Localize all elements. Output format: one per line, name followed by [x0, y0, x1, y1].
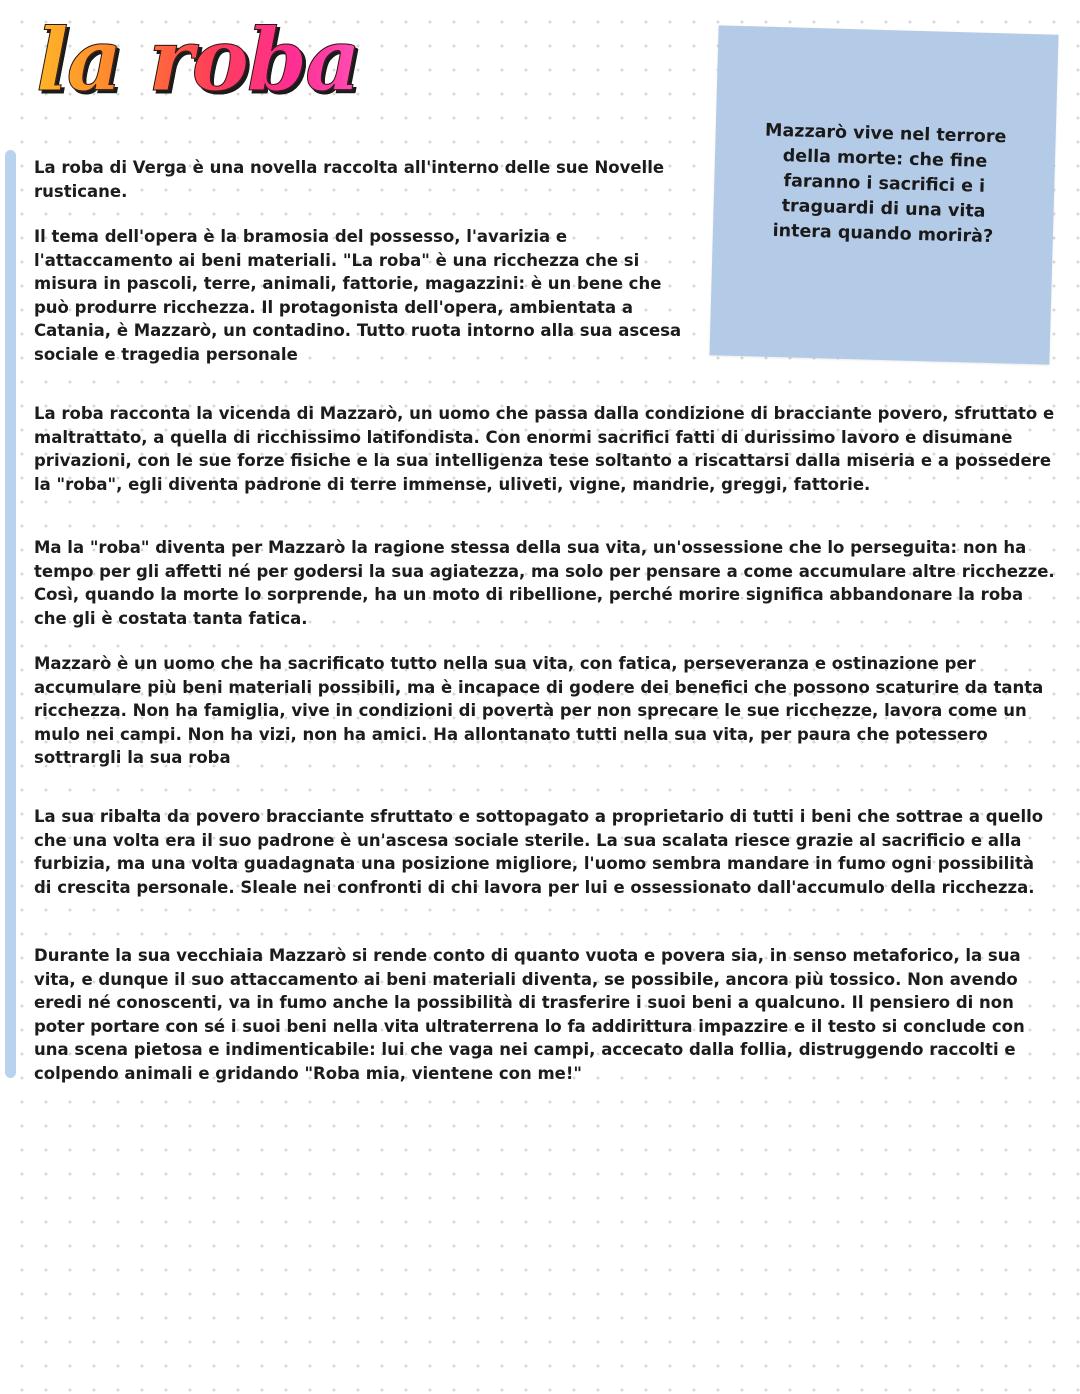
paragraph-old-age: Durante la sua vecchiaia Mazzarò si rende conto di quanto vuota e povera sia, in senso metaforico, la sua vita, e dunque il suo attaccamento ai beni materiali diventa, se possibile, ancora più tossico. Non avendo eredi né conoscenti, va in fumo anche la possibilità di trasferire i suoi beni a qualcuno. Il pensiero di non poter portare con sé i suoi beni nella vita ultraterrena lo fa addirittura impazzire e il testo si conclude con una scena pietosa e indimenticabile: lui che vaga nei campi, accecato dalla follia, distruggendo raccolti e colpendo animali e gridando "Roba mia, vientene con me!"	[34, 946, 1025, 1083]
page-title: la roba	[36, 10, 359, 111]
paragraph-intro: La roba di Verga è una novella raccolta all'interno delle sue Novelle rusticane.	[34, 158, 665, 201]
paragraph-theme: Il tema dell'opera è la bramosia del possesso, l'avarizia e l'attaccamento ai beni materiali. "La roba" è una ricchezza che si misura in pascoli, terre, animali, fattorie, magazzini: è un bene che può produrre ricchezza. Il protagonista dell'opera, ambientata a Catania, è Mazzarò, un contadino. Tutto ruota intorno alla sua ascesa sociale e tragedia personale	[34, 227, 682, 364]
paragraph-social-rise: La sua ribalta da povero bracciante sfruttato e sottopagato a proprietario di tutti i beni che sottrae a quello che una volta era il suo padrone è un'ascesa sociale sterile. La sua scalata riesce grazie al sacrificio e alla furbizia, ma una volta guadagnata una posizione migliore, l'uomo sembra mandare in fumo ogni possibilità di crescita personale. Sleale nei confronti di chi lavora per lui e ossessionato dall'accumulo della ricchezza.	[34, 807, 1044, 897]
highlight-note-card	[709, 25, 1058, 364]
note-text: Mazzarò vive nel terrore della morte: che fine faranno i sacrifici e i traguardi di una vita intera quando morirà?	[764, 120, 1007, 248]
paragraph-obsession: Ma la "roba" diventa per Mazzarò la ragione stessa della sua vita, un'ossessione che lo perseguita: non ha tempo per gli affetti né per godersi la sua agiatezza, ma solo per pensare a come accumulare altre ricchezze. Così, quando la morte lo sorprende, ha un moto di ribellione, perché morire significa abbandonare la roba che gli è costata tanta fatica.	[34, 538, 1055, 628]
paragraph-plot: La roba racconta la vicenda di Mazzarò, un uomo che passa dalla condizione di bracciante povero, sfruttato e maltrattato, a quella di ricchissimo latifondista. Con enormi sacrifici fatti di durissimo lavoro e disumane privazioni, con le sue forze fisiche e la sua intelligenza tese soltanto a riscattarsi dalla miseria e a possedere la "roba", egli diventa padrone di terre immense, uliveti, vigne, mandrie, greggi, fattorie.	[34, 404, 1055, 494]
margin-accent-bar	[5, 150, 16, 1078]
paragraph-sacrifice: Mazzarò è un uomo che ha sacrificato tutto nella sua vita, con fatica, perseveranza e ostinazione per accumulare più beni materiali possibili, ma è incapace di godere dei benefici che possono scaturire da tanta ricchezza. Non ha famiglia, vive in condizioni di povertà per non sprecare le sue ricchezze, lavora come un mulo nei campi. Non ha vizi, non ha amici. Ha allontanato tutti nella sua vita, per paura che potessero sottrargli la sua roba	[34, 654, 1044, 767]
